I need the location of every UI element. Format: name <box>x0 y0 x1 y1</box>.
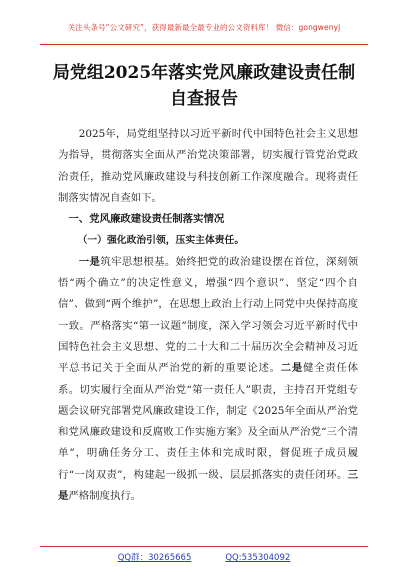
subsection-heading: （一）强化政治引领，压实主体责任。 <box>77 235 245 247</box>
footer-qq: QQ:535304092 <box>225 553 291 563</box>
title-line-2: 自查报告 <box>170 89 238 109</box>
title-line-1: 局党组2025年落实党风廉政建设责任制 <box>52 63 356 83</box>
footer-rule <box>40 546 368 547</box>
paragraph-3-lead: 三是 <box>58 468 358 503</box>
document-body <box>58 124 358 507</box>
intro-paragraph: 2025年，局党组坚持以习近平新时代中国特色社会主义思想为指导，贯彻落实全面从严治党决策部署，切实履行管党治党政治责任，推动党风廉政建设与科技创新工作深度融合。现将责任制落实情况自查如下。 <box>58 128 358 204</box>
paragraph-1-lead: 一是 <box>78 255 101 268</box>
paragraph-2-lead: 二是 <box>280 362 304 375</box>
section-heading: 一、党风廉政建设责任制落实情况 <box>68 213 225 226</box>
paragraph-1 <box>58 252 358 508</box>
footer-qq-group: QQ群：30265665 <box>117 553 192 563</box>
footer <box>0 551 408 563</box>
header-banner: 关注头条号“公文研究”，获得最新最全最专业的公文资料库！ 微信：gongwenyj <box>67 23 341 32</box>
paragraph-3-text: 严格制度执行。 <box>68 490 142 503</box>
paragraph-2-text: 健全责任体系。切实履行全面从严治党“第一责任人”职责，主持召开党组专题会议研究部署党风廉政建设工作，制定《2025年全面从严治党和党风廉政建设和反腐败工作实施方案》及全面从严治党“三个清单”，明确任务分工、责任主体和完成时限，督促班子成员履行“一岗双责”，构建起一级抓一级、层层抓落实的责任闭环。 <box>58 362 359 481</box>
document-title <box>20 60 388 112</box>
header-rule <box>40 44 368 45</box>
paragraph-1-text: 筑牢思想根基。始终把党的政治建设摆在首位，深刻领悟“两个确立”的决定性意义，增强“四个意识”、坚定“四个自信”、做到“两个维护”，在思想上政治上行动上同党中央保持高度一致。严格落实“第一议题”制度，深入学习领会习近平新时代中国特色社会主义思想、党的二十大和二十届历次全会精神及习近平总书记关于全面从严治党的新的重要论述。 <box>58 255 359 375</box>
